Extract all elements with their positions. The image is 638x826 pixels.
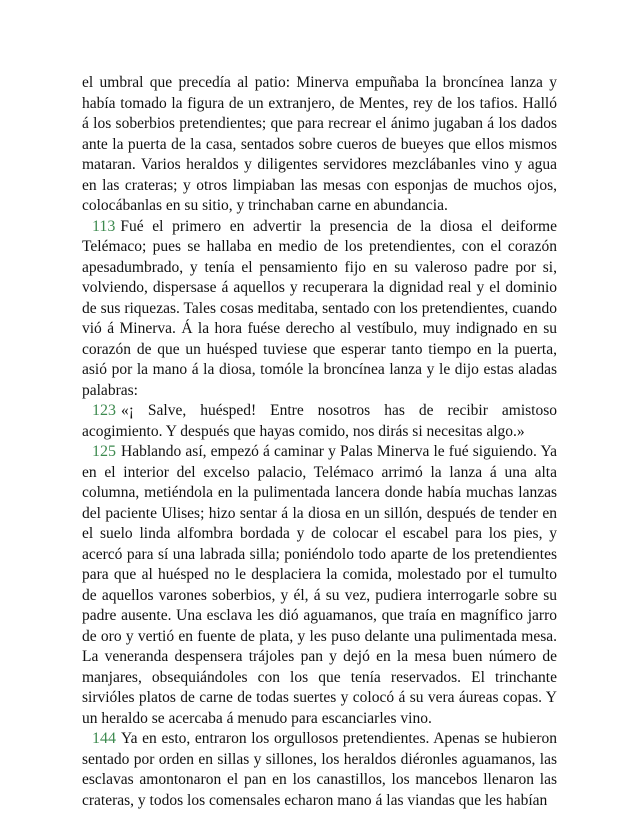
paragraph-text: Ya en esto, entraron los orgullosos pretendientes. Apenas se hubieron sentado por orden en sillas y sillones, los heraldos diéronles aguamanos, las esclavas amontonaron el pan en los canastillos, los mancebos llenaron las crateras, y todos los comensales echaron mano á las viandas que les habían xyxy=(82,730,557,809)
paragraph-text: el umbral que precedía al patio: Minerva empuñaba la broncínea lanza y había tomado la figura de un extranjero, de Mentes, rey de los tafios. Halló á los soberbios pretendientes; que para recrear el ánimo jugaban á los dados ante la puerta de la casa, sentados sobre cueros de bueyes que ellos mismos mataran. Varios heraldos y diligentes servidores mezclábanles vino y agua en las crateras; y otros limpiaban las mesas con esponjas de muchos ojos, colocábanlas en su sitio, y trinchaban carne en abundancia. xyxy=(82,74,557,214)
paragraph-125 xyxy=(82,442,557,729)
verse-number: 144 xyxy=(92,730,116,747)
paragraph-text: «¡ Salve, huésped! Entre nosotros has de recibir amistoso acogimiento. Y después que hayas comido, nos dirás si necesitas algo.» xyxy=(82,402,557,440)
document-page xyxy=(82,73,557,811)
paragraph-text: Fué el primero en advertir la presencia de la diosa el deiforme Telémaco; pues se hallaba en medio de los pretendientes, con el corazón apesadumbrado, y tenía el pensamiento fijo en su valeroso padre por si, volviendo, dispersase á aquellos y recuperara la dignidad real y el dominio de sus riquezas. Tales cosas meditaba, sentado con los pretendientes, cuando vió á Minerva. Á la hora fuése derecho al vestíbulo, muy indignado en su corazón de que un huésped tuviese que esperar tanto tiempo en la puerta, asió por la mano á la diosa, tomóle la broncínea lanza y le dijo estas aladas palabras: xyxy=(82,217,557,399)
paragraph-text: Hablando así, empezó á caminar y Palas Minerva le fué siguiendo. Ya en el interior del excelso palacio, Telémaco arrimó la lanza á una alta columna, metiéndola en la pulimentada lancera donde había muchas lanzas del paciente Ulises; hizo sentar á la diosa en un sillón, después de tender en el suelo linda alfombra bordada y de colocar el escabel para los pies, y acercó para sí una labrada silla; poniéndolo todo aparte de los pretendientes para que al huésped no le desplaciera la comida, molestado por el tumulto de aquellos varones soberbios, y él, á su vez, pudiera interrogarle sobre su padre ausente. Una esclava les dió aguamanos, que traía en magnífico jarro de oro y vertió en fuente de plata, y les puso delante una pulimentada mesa. La veneranda despensera trájoles pan y dejó en la mesa buen número de manjares, obsequiándoles con los que tenía reservados. El trinchante sirvióles platos de carne de todas suertes y colocó á su vera áureas copas. Y un heraldo se acercaba á menudo para escanciarles vino. xyxy=(82,443,557,727)
document-body xyxy=(82,73,557,811)
verse-number: 113 xyxy=(92,217,116,235)
paragraph-123 xyxy=(82,401,557,442)
paragraph-144 xyxy=(82,729,557,811)
paragraph-1 xyxy=(82,73,557,217)
verse-number: 123 xyxy=(92,402,116,419)
verse-number: 125 xyxy=(92,443,116,460)
paragraph-113 xyxy=(82,217,557,402)
